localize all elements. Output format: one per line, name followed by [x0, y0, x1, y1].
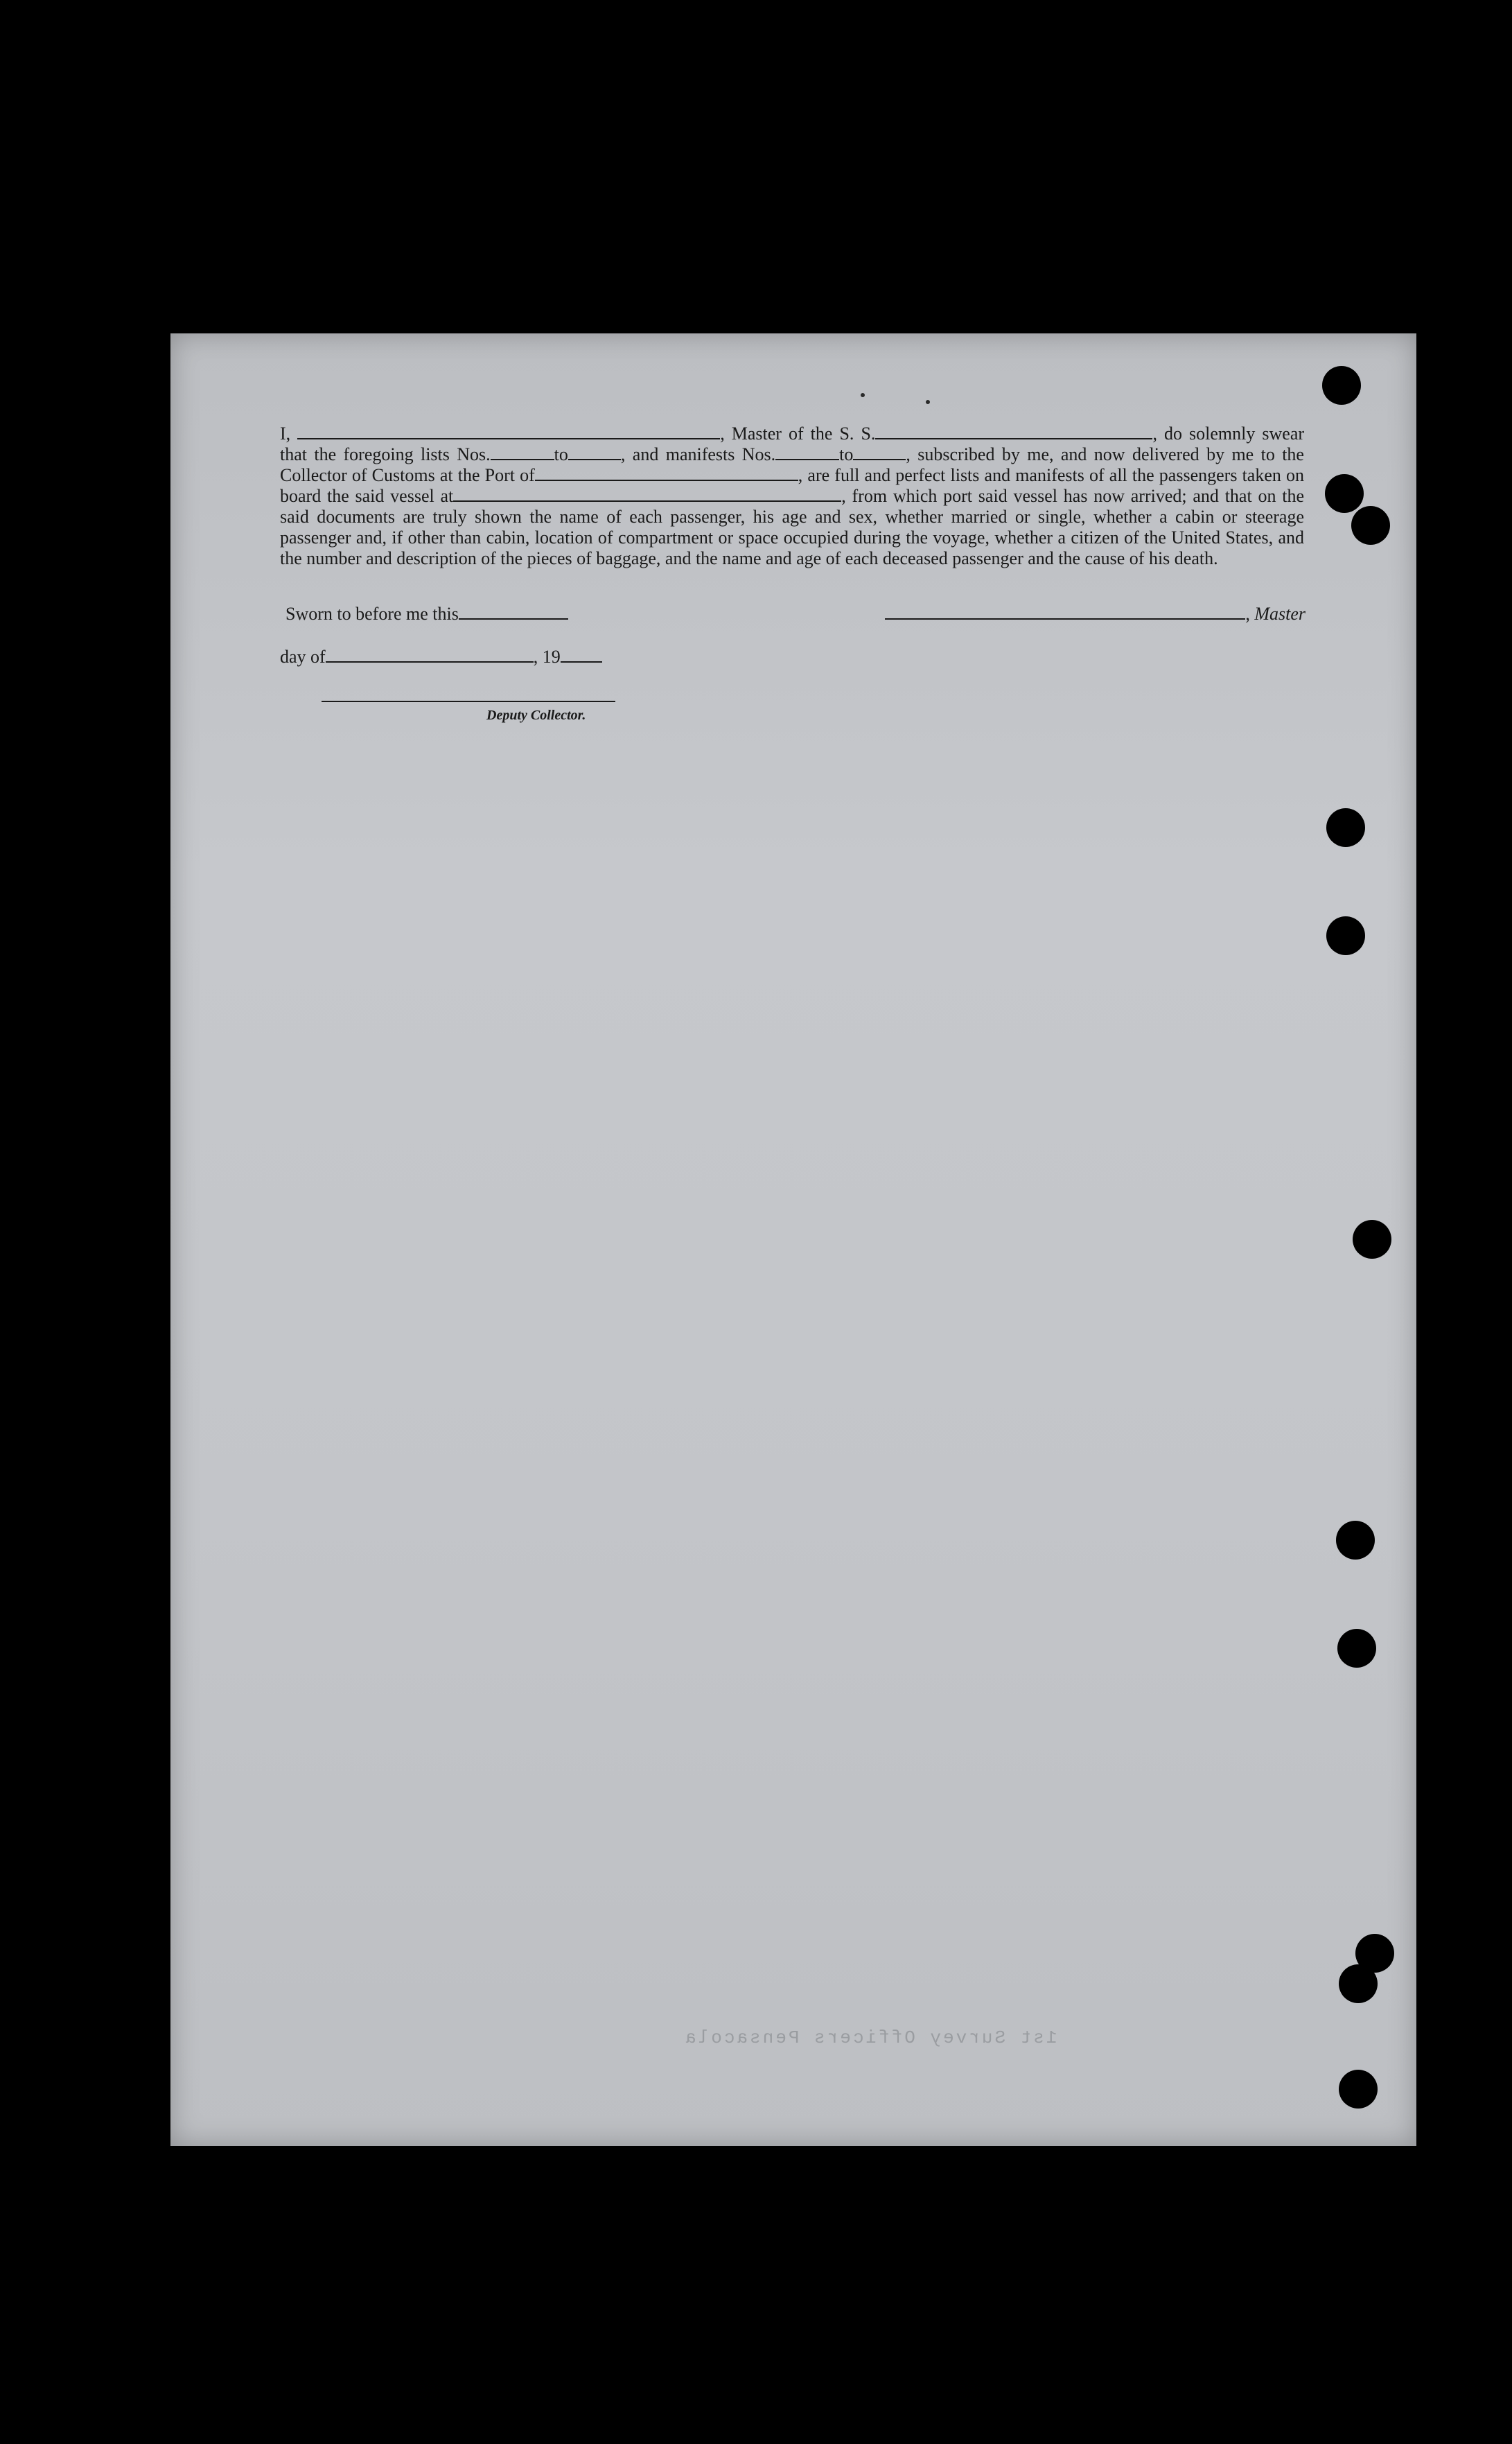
punch-hole [1326, 916, 1365, 955]
port-field[interactable] [535, 466, 798, 481]
year-prefix: , 19 [533, 647, 561, 667]
year-field[interactable] [561, 647, 602, 663]
lists-to-field[interactable] [568, 445, 621, 460]
punch-hole [1322, 366, 1361, 405]
manifests-from-field[interactable] [775, 445, 839, 460]
deputy-signature-line[interactable] [322, 701, 615, 702]
ship-name-field[interactable] [875, 424, 1152, 439]
oath-from-which: , from which port said vessel has now arrived; and that on the said documents are truly shown the name of each passenger, his age and sex, whether married or single, whether a cabin or steerage passenger and, if other than cabin, location of compartment or space occupied during the voyage, whether a citizen of the United States, and the number and description of the pieces of baggage, and the name and age of each deceased passenger and the cause of his death. [280, 486, 1304, 568]
day-of-label: day of [280, 647, 326, 667]
master-label: Master [1254, 604, 1306, 624]
speck [861, 393, 865, 397]
show-through-stamp: 1st Survey Officers Pensacola [683, 2027, 1057, 2048]
oath-master-of-ss: , Master of the S. S. [720, 424, 876, 444]
oath-subscribed: , subscribed by me, and now delivered by me to the Collector of Customs at the Port of [280, 444, 1304, 485]
day-of-field[interactable] [326, 647, 534, 663]
manifests-to-field[interactable] [853, 445, 906, 460]
punch-hole [1353, 1220, 1391, 1259]
lists-from-field[interactable] [491, 445, 554, 460]
oath-to-2: to [839, 444, 854, 464]
punch-hole [1336, 1521, 1375, 1560]
punch-hole [1326, 808, 1365, 847]
departure-port-field[interactable] [453, 487, 841, 502]
oath-full-perfect: , are full and perfect lists and manifests of all the passengers taken on board the said vessel at [280, 465, 1305, 506]
oath-manifests-nos: , and manifests Nos. [620, 444, 776, 464]
master-signature-field[interactable] [885, 604, 1245, 620]
oath-to-1: to [554, 444, 568, 464]
master-signature [885, 604, 1306, 625]
oath-lists-nos: swear that the foregoing lists Nos. [280, 424, 1305, 464]
oath-text [280, 424, 1304, 569]
oath-i: I, [280, 424, 291, 444]
master-prefix: , [1245, 604, 1255, 624]
sworn-label: Sworn to before me this [285, 604, 459, 624]
punch-hole [1351, 506, 1390, 545]
punch-hole [1325, 474, 1364, 513]
punch-hole [1339, 2070, 1378, 2109]
sworn-date-field[interactable] [459, 604, 568, 620]
manifest-page [170, 333, 1416, 2146]
sworn-before [285, 604, 568, 625]
oath-do-solemnly: , do solemnly [1152, 424, 1256, 444]
punch-hole [1337, 1629, 1376, 1668]
day-row [280, 647, 602, 667]
master-name-field[interactable] [297, 424, 720, 439]
deputy-collector-label: Deputy Collector. [486, 708, 586, 723]
speck [926, 400, 930, 404]
master-oath-paragraph [280, 424, 1304, 569]
punch-hole [1339, 1964, 1378, 2003]
